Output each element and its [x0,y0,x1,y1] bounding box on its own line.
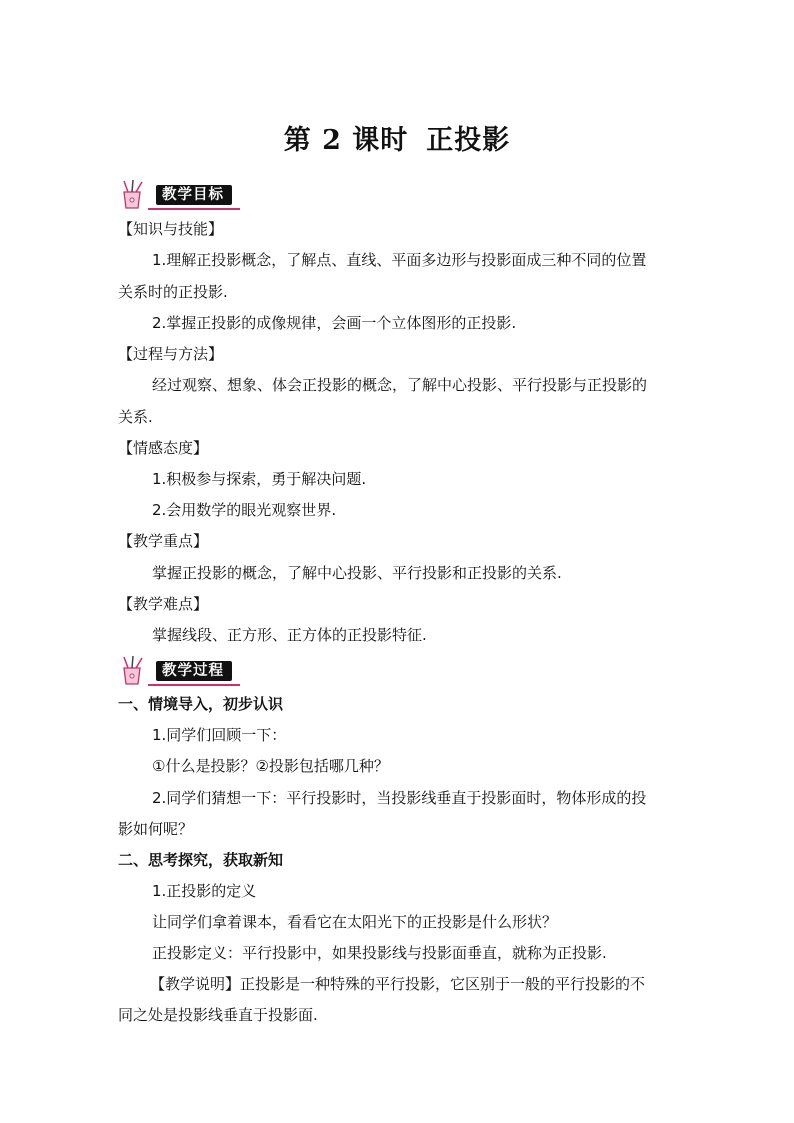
badge-process-label: 教学过程 [156,661,232,681]
title-topic: 正投影 [426,125,511,156]
badge-underline [148,684,240,686]
badge-underline [148,208,240,210]
paragraph-line: 正投影定义：平行投影中，如果投影线与投影面垂直，就称为正投影. [152,944,607,962]
section-badge-process [118,654,240,688]
heading-method: 【过程与方法】 [118,345,224,363]
page-title [0,118,794,157]
paragraph-line: 让同学们拿着课本，看看它在太阳光下的正投影是什么形状？ [152,913,558,931]
heading-knowledge: 【知识与技能】 [118,220,224,238]
paragraph-line: ①什么是投影？②投影包括哪几种？ [152,757,389,775]
paragraph-line: 【教学说明】正投影是一种特殊的平行投影，它区别于一般的平行投影的不 [150,975,646,993]
heading-key-points: 【教学重点】 [118,532,209,550]
pen-holder-icon [118,654,158,688]
badge-goals-label: 教学目标 [156,185,232,205]
heading-difficulties: 【教学难点】 [118,595,209,613]
paragraph-line: 2.掌握正投影的成像规律，会画一个立体图形的正投影. [152,314,517,332]
section-badge-goals [118,178,240,212]
paragraph-line: 1.积极参与探索，勇于解决问题. [152,470,367,488]
paragraph-line: 1.正投影的定义 [152,882,257,900]
paragraph-line: 关系. [118,408,153,426]
paragraph-line: 影如何呢？ [118,820,194,838]
heading-attitude: 【情感态度】 [118,439,209,457]
paragraph-line: 掌握正投影的概念，了解中心投影、平行投影和正投影的关系. [152,564,562,582]
title-lesson: 第 2 课时 [283,125,409,156]
paragraph-line: 经过观察、想象、体会正投影的概念，了解中心投影、平行投影与正投影的 [152,376,648,394]
pen-holder-icon [118,178,158,212]
paragraph-line: 掌握线段、正方形、正方体的正投影特征. [152,626,427,644]
paragraph-line: 关系时的正投影. [118,283,228,301]
paragraph-line: 同之处是投影线垂直于投影面. [118,1006,318,1024]
paragraph-line: 2.同学们猜想一下：平行投影时，当投影线垂直于投影面时，物体形成的投 [152,789,647,807]
section-heading-2: 二、思考探究，获取新知 [118,851,284,869]
paragraph-line: 1.理解正投影概念，了解点、直线、平面多边形与投影面成三种不同的位置 [152,251,647,269]
paragraph-line: 2.会用数学的眼光观察世界. [152,501,337,519]
paragraph-line: 1.同学们回顾一下： [152,726,287,744]
section-heading-1: 一、情境导入，初步认识 [118,695,284,713]
